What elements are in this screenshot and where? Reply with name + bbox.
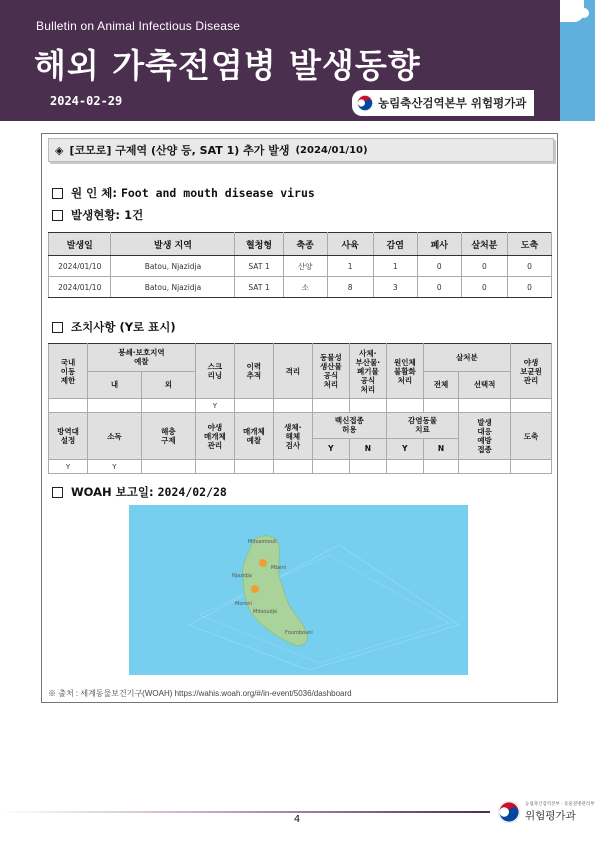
cell xyxy=(423,399,458,413)
hdr-domestic-movement: 국내 이동 제한 xyxy=(49,344,88,399)
cell xyxy=(511,399,552,413)
source-note: ※ 출처 : 세계동물보건기구(WOAH) https://wahis.woah.org/#/in-event/5036/dashboard xyxy=(48,689,352,698)
org-name: 농림축산검역본부 위험평가과 xyxy=(378,96,527,110)
checkbox-square-icon xyxy=(52,210,63,221)
footer-org xyxy=(497,800,595,824)
cell xyxy=(234,460,273,474)
footer-rule xyxy=(0,811,490,813)
cell xyxy=(423,460,458,474)
hdr-vaccination: 백신접종 허용 xyxy=(312,413,386,439)
cell xyxy=(459,460,511,474)
diamond-icon: ◈ xyxy=(55,143,64,157)
cell xyxy=(349,399,386,413)
hdr-zone-in: 내 xyxy=(88,371,142,399)
map-svg xyxy=(129,505,468,675)
corner-dot xyxy=(579,8,589,18)
hdr-treatment: 감염동물 치료 xyxy=(386,413,458,439)
cell: 소 xyxy=(283,277,327,298)
map-label: Mitsoudjé xyxy=(253,609,278,615)
report-box xyxy=(41,133,558,703)
outbreak-status-value: 1건 xyxy=(124,208,144,222)
map-label: Moroni xyxy=(235,601,252,607)
measures-value-row-2 xyxy=(49,460,552,474)
hdr-disinfection: 소독 xyxy=(88,413,142,460)
hdr-screening: 스크 리닝 xyxy=(195,344,234,399)
report-title-bar xyxy=(48,138,554,162)
cell: 0 xyxy=(507,256,551,277)
checkbox-square-icon xyxy=(52,322,63,333)
outbreak-table xyxy=(48,232,552,298)
cell xyxy=(312,399,349,413)
bulletin-date: 2024-02-29 xyxy=(50,94,123,108)
footer-org-big: 위험평가과 xyxy=(525,809,576,822)
pathogen-line xyxy=(52,185,315,201)
cell: 0 xyxy=(417,277,461,298)
table-row xyxy=(49,277,552,298)
cell: 0 xyxy=(461,277,507,298)
cell xyxy=(88,399,142,413)
hdr-pathogen-inactivation: 원인체 불활화 처리 xyxy=(386,344,423,399)
woah-report-date: 2024/02/28 xyxy=(157,485,227,499)
hdr-slaughter: 도축 xyxy=(511,413,552,460)
pathogen-value: Foot and mouth disease virus xyxy=(120,186,315,200)
table-header-row xyxy=(49,233,552,256)
cell xyxy=(386,460,423,474)
cell: 8 xyxy=(327,277,373,298)
map-label: Njazidja xyxy=(232,573,252,579)
cell: SAT 1 xyxy=(235,277,283,298)
woah-report-line xyxy=(52,484,227,500)
hdr-zone-out: 외 xyxy=(141,371,195,399)
map-label: Mbéni xyxy=(271,565,287,571)
hdr-trace: 이력 추적 xyxy=(234,344,273,399)
footer-org-small: 농림축산검역본부 · 동물질병관리부 xyxy=(525,801,595,807)
cell: Y xyxy=(88,460,142,474)
hdr-wild-reservoir: 야생 보균원 관리 xyxy=(511,344,552,399)
hdr-culling: 살처분 xyxy=(423,344,510,372)
hdr-vacc-y: Y xyxy=(312,438,349,459)
hdr-treat-y: Y xyxy=(386,438,423,459)
hdr-culling-selective: 선택적 xyxy=(459,371,511,399)
cell: 0 xyxy=(417,256,461,277)
hdr-culling-all: 전체 xyxy=(423,371,458,399)
cell xyxy=(312,460,349,474)
report-title: [코모로] 구제역 (산양 등, SAT 1) 추가 발생 xyxy=(69,144,290,157)
col-header: 살처분 xyxy=(461,233,507,256)
corner-decoration xyxy=(560,0,595,121)
outbreak-marker xyxy=(251,585,259,593)
map-label: Foumbouni xyxy=(285,630,313,636)
cell xyxy=(49,399,88,413)
measures-line xyxy=(52,319,176,335)
cell: Batou, Njazidja xyxy=(111,277,235,298)
measures-header-row-2 xyxy=(49,413,552,439)
measures-heading: 조치사항 (Y로 표시) xyxy=(71,320,176,334)
cell xyxy=(234,399,273,413)
hdr-wild-vector: 야생 매개체 관리 xyxy=(195,413,234,460)
checkbox-square-icon xyxy=(52,487,63,498)
col-header: 발생일 xyxy=(49,233,111,256)
bulletin-subtitle: Bulletin on Animal Infectious Disease xyxy=(36,19,241,33)
woah-report-label: WOAH 보고일: xyxy=(71,485,154,499)
header-banner xyxy=(0,0,560,121)
table-row xyxy=(49,256,552,277)
hdr-vacc-n: N xyxy=(349,438,386,459)
cell xyxy=(349,460,386,474)
cell xyxy=(273,460,312,474)
col-header: 도축 xyxy=(507,233,551,256)
measures-value-row xyxy=(49,399,552,413)
hdr-treat-n: N xyxy=(423,438,458,459)
cell: 2024/01/10 xyxy=(49,256,111,277)
page-number: 4 xyxy=(293,814,301,825)
cell xyxy=(386,399,423,413)
cell xyxy=(511,460,552,474)
map-label: Mitsamiouli xyxy=(248,539,277,545)
cell: 1 xyxy=(373,256,417,277)
outbreak-marker xyxy=(259,559,267,567)
col-header: 발생 지역 xyxy=(111,233,235,256)
cell: Y xyxy=(195,399,234,413)
outbreak-status-label: 발생현황: xyxy=(71,208,121,222)
col-header: 폐사 xyxy=(417,233,461,256)
col-header: 축종 xyxy=(283,233,327,256)
cell: 0 xyxy=(461,256,507,277)
outbreak-status-line xyxy=(52,207,143,223)
taegeuk-logo-icon xyxy=(356,94,374,112)
report-title-date: (2024/01/10) xyxy=(295,144,368,156)
cell xyxy=(273,399,312,413)
org-badge xyxy=(352,90,534,116)
hdr-official-carcass: 사체· 부산물· 폐기물 공식 처리 xyxy=(349,344,386,399)
cell xyxy=(459,399,511,413)
cell: 산양 xyxy=(283,256,327,277)
bulletin-title: 해외 가축전염병 발생동향 xyxy=(34,46,421,85)
cell: Y xyxy=(49,460,88,474)
col-header: 혈청형 xyxy=(235,233,283,256)
hdr-pest-control: 해충 구제 xyxy=(141,413,195,460)
outbreak-map xyxy=(129,505,468,675)
pathogen-label: 원 인 체: xyxy=(71,186,117,200)
col-header: 감염 xyxy=(373,233,417,256)
hdr-quarantine: 격리 xyxy=(273,344,312,399)
cell xyxy=(195,460,234,474)
hdr-official-products: 동물성 생산물 공식 처리 xyxy=(312,344,349,399)
hdr-prevention: 발생 대응 예방 접종 xyxy=(459,413,511,460)
cell: Batou, Njazidja xyxy=(111,256,235,277)
measures-header-row xyxy=(49,344,552,372)
taegeuk-logo-icon xyxy=(497,800,521,824)
cell xyxy=(141,399,195,413)
col-header: 사육 xyxy=(327,233,373,256)
checkbox-square-icon xyxy=(52,188,63,199)
cell: 1 xyxy=(327,256,373,277)
cell: 2024/01/10 xyxy=(49,277,111,298)
cell: 0 xyxy=(507,277,551,298)
cell: 3 xyxy=(373,277,417,298)
measures-table xyxy=(48,343,552,474)
cell: SAT 1 xyxy=(235,256,283,277)
hdr-vector-surveillance: 매개체 예찰 xyxy=(234,413,273,460)
hdr-barrier: 방역대 설정 xyxy=(49,413,88,460)
hdr-body-test: 생체· 해체 검사 xyxy=(273,413,312,460)
cell xyxy=(141,460,195,474)
hdr-zone: 봉쇄·보호지역 예찰 xyxy=(88,344,196,372)
